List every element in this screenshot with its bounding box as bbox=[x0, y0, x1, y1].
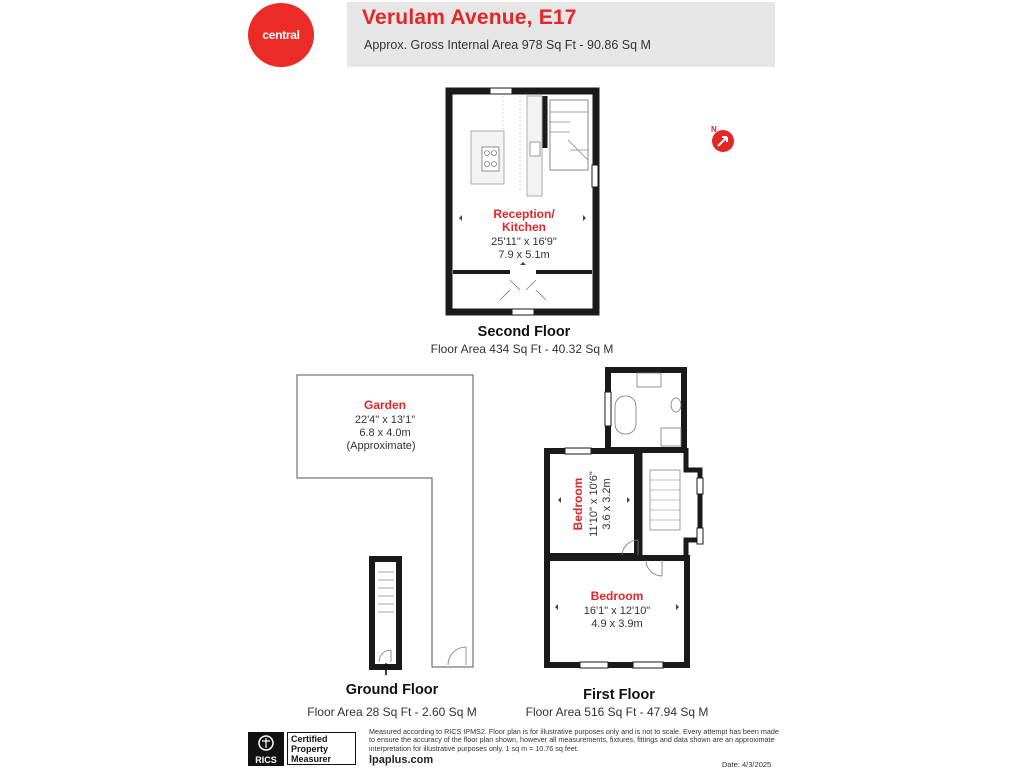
website-link[interactable]: lpaplus.com bbox=[369, 754, 434, 766]
garden-note: (Approximate) bbox=[346, 440, 416, 452]
gross-area-subtitle: Approx. Gross Internal Area 978 Sq Ft - 90.86 Sq M bbox=[364, 38, 651, 52]
ground-floor-plan bbox=[297, 375, 473, 675]
rics-badge-line1: Certified bbox=[291, 734, 328, 744]
rics-badge-line3: Measurer bbox=[291, 754, 332, 764]
first-floor-plan bbox=[547, 370, 703, 668]
bedroom-large-imperial: 16'1" x 12'10" bbox=[583, 605, 651, 617]
bedroom-small-name: Bedroom bbox=[571, 477, 585, 531]
first-floor-label: First Floor bbox=[583, 687, 655, 703]
bedroom-small-imperial: 11'10" x 10'6" bbox=[588, 471, 600, 537]
property-title: Verulam Avenue, E17 bbox=[362, 6, 577, 29]
rics-badge-line2: Property bbox=[291, 744, 329, 754]
disclaimer-text: Measured according to RICS IPMS2. Floor plan is for illustrative purposes only and is not to scale. Every attempt has been made to ensure the accuracy of the floor plan shown, however all measurements, fixtures, fittings and data shown are an approximate interpretation for illustrative purposes only. 1 sq m = 10.76 sq feet. bbox=[369, 727, 779, 753]
reception-metric: 7.9 x 5.1m bbox=[498, 249, 550, 261]
bedroom-small-metric: 3.6 x 3.2m bbox=[601, 478, 613, 530]
rics-brand-text: RICS bbox=[255, 755, 277, 765]
rics-badge bbox=[287, 732, 356, 765]
second-floor-area: Floor Area 434 Sq Ft - 40.32 Sq M bbox=[430, 342, 614, 356]
garden-imperial: 22'4" x 13'1" bbox=[354, 414, 416, 426]
ground-floor-label: Ground Floor bbox=[345, 682, 439, 698]
reception-name-1: Reception/ bbox=[493, 207, 555, 221]
first-floor-area: Floor Area 516 Sq Ft - 47.94 Sq M bbox=[525, 705, 709, 719]
plan-date: Date: 4/3/2025 bbox=[722, 760, 772, 769]
reception-name-2: Kitchen bbox=[501, 220, 547, 234]
reception-imperial: 25'11" x 16'9" bbox=[491, 236, 557, 248]
north-label: N bbox=[711, 126, 717, 134]
bedroom-large-name: Bedroom bbox=[590, 589, 644, 603]
second-floor-label: Second Floor bbox=[477, 324, 571, 340]
garden-name: Garden bbox=[363, 398, 407, 412]
logo-text: central bbox=[262, 28, 300, 42]
bedroom-large-metric: 4.9 x 3.9m bbox=[591, 618, 643, 630]
ground-floor-area: Floor Area 28 Sq Ft - 2.60 Sq M bbox=[307, 705, 477, 719]
garden-metric: 6.8 x 4.0m bbox=[359, 427, 411, 439]
second-floor-plan bbox=[449, 88, 598, 315]
